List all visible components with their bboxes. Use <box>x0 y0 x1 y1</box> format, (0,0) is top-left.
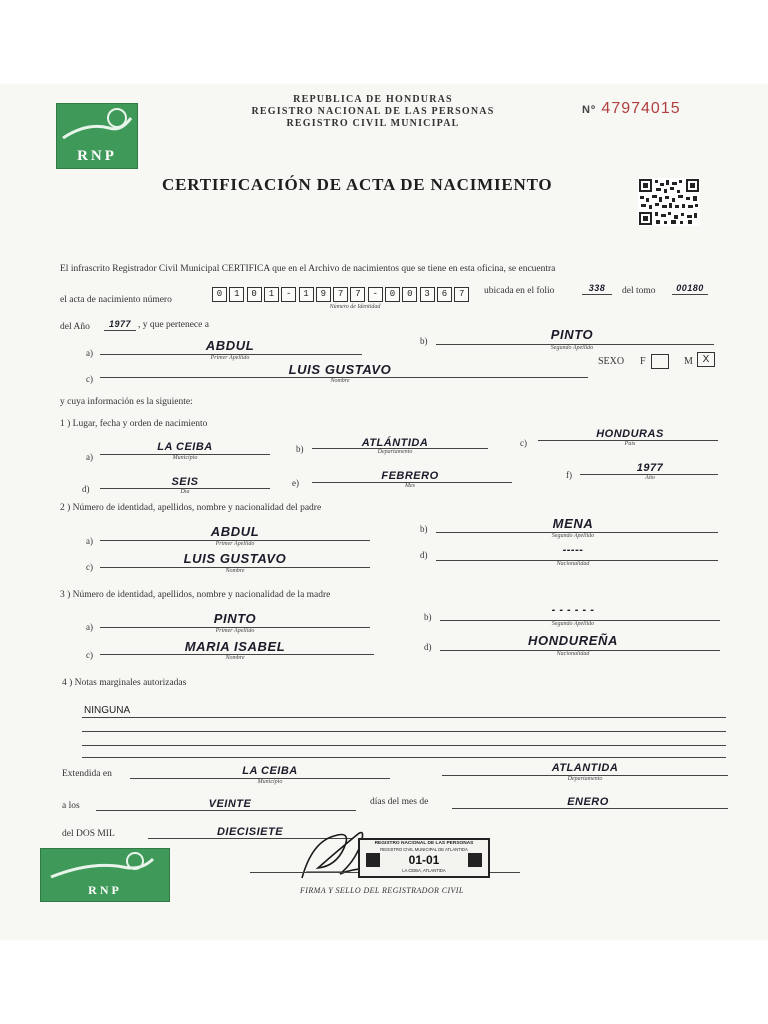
caption-issued-municipio: Municipio <box>257 779 283 785</box>
s1-label-b: b) <box>296 444 304 454</box>
s1-label-c: c) <box>520 438 527 448</box>
pertenece-label: , y que pertenece a <box>138 320 209 330</box>
sexo-label: SEXO <box>598 356 625 367</box>
caption-municipio: Municipio <box>172 455 198 461</box>
serial-prefix: Nº <box>582 104 596 116</box>
caption-name: Nombre <box>330 378 350 384</box>
birth-municipio: LA CEIBA <box>157 441 213 453</box>
id-char-box: 3 <box>420 287 435 302</box>
year-value: 1977 <box>108 319 132 329</box>
id-char-box: 9 <box>316 287 331 302</box>
label-b: b) <box>420 336 428 346</box>
extendida-label: Extendida en <box>62 769 112 779</box>
caption-mother-second-surname: Segundo Apellido <box>551 621 595 627</box>
sexo-f-label: F <box>640 356 646 367</box>
mother-first-surname: PINTO <box>213 611 257 626</box>
person-first-surname: ABDUL <box>205 338 255 353</box>
id-char-box: 0 <box>402 287 417 302</box>
caption-dia: Día <box>180 489 190 495</box>
issued-municipio: LA CEIBA <box>242 765 298 777</box>
document-title: CERTIFICACIÓN DE ACTA DE NACIMIENTO <box>162 175 553 194</box>
id-char-box: 6 <box>437 287 452 302</box>
id-char-box: 1 <box>229 287 244 302</box>
caption-father-nationality: Nacionalidad <box>556 561 590 567</box>
caption-mes: Mes <box>405 483 415 489</box>
folio-label: ubicada en el folio <box>484 286 555 296</box>
caption-first-surname: Primer Apellido <box>210 355 250 361</box>
s2-label-c: c) <box>86 562 93 572</box>
id-char-box: 1 <box>299 287 314 302</box>
rnp-emblem-icon <box>41 849 169 883</box>
tomo-label: del tomo <box>622 286 656 296</box>
id-char-box: 1 <box>264 287 279 302</box>
father-second-surname: MENA <box>552 516 594 531</box>
caption-father-second-surname: Segundo Apellido <box>551 533 595 539</box>
father-name: LUIS GUSTAVO <box>183 551 287 566</box>
sexo-m-label: M <box>684 356 693 367</box>
s3-label-c: c) <box>86 650 93 660</box>
birth-departamento: ATLÁNTIDA <box>361 437 429 449</box>
registry-stamp <box>358 838 490 878</box>
serial-value: 47974015 <box>601 100 681 117</box>
acta-label: el acta de nacimiento número <box>60 295 172 305</box>
caption-anio: Año <box>645 475 655 481</box>
header-registry: REGISTRO NACIONAL DE LAS PERSONAS <box>251 106 495 117</box>
section1-heading: 1 ) Lugar, fecha y orden de nacimiento <box>60 419 208 429</box>
s2-label-d: d) <box>420 550 428 560</box>
header-republic: REPUBLICA DE HONDURAS <box>293 94 453 105</box>
s3-label-a: a) <box>86 622 93 632</box>
serial-number <box>582 100 681 118</box>
mother-nationality: HONDUREÑA <box>528 633 618 648</box>
marginal-notes-value: NINGUNA <box>84 705 131 716</box>
s1-label-a: a) <box>86 452 93 462</box>
caption-issued-departamento: Departamento <box>567 776 603 782</box>
caption-mother-first-surname: Primer Apellido <box>215 628 255 634</box>
father-nationality: ----- <box>562 544 584 556</box>
id-char-box: - <box>281 287 296 302</box>
header-civil: REGISTRO CIVIL MUNICIPAL <box>286 118 460 129</box>
section4-heading: 4 ) Notas marginales autorizadas <box>62 678 187 688</box>
sexo-m-checkbox[interactable]: X <box>697 352 715 367</box>
issued-anio: DIECISIETE <box>216 826 284 838</box>
id-char-box: 0 <box>212 287 227 302</box>
section2-heading: 2 ) Número de identidad, apellidos, nombre y nacionalidad del padre <box>60 503 322 513</box>
s2-label-b: b) <box>420 524 428 534</box>
stamp-line1: REGISTRO NACIONAL DE LAS PERSONAS <box>374 841 474 846</box>
logo-footer-text: RNP <box>88 883 122 897</box>
caption-departamento: Departamento <box>377 449 413 455</box>
year-label: del Año <box>60 322 90 332</box>
stamp-line2: REGISTRO CIVIL MUNICIPAL DE ATLANTIDA <box>380 847 468 852</box>
logo-text: RNP <box>77 148 117 164</box>
dias-label: días del mes de <box>370 797 429 807</box>
issued-mes: ENERO <box>567 796 609 808</box>
birth-pais: HONDURAS <box>596 428 664 440</box>
mother-second-surname: - - - - - - <box>551 604 595 616</box>
caption-second-surname: Segundo Apellido <box>550 345 594 351</box>
birth-mes: FEBRERO <box>381 470 439 482</box>
father-first-surname: ABDUL <box>210 524 260 539</box>
caption-mother-nationality: Nacionalidad <box>556 651 590 657</box>
a-los-label: a los <box>62 801 80 811</box>
info-intro: y cuya información es la siguiente: <box>60 397 193 407</box>
caption-father-name: Nombre <box>225 568 245 574</box>
id-char-box: 0 <box>385 287 400 302</box>
mother-name: MARIA ISABEL <box>184 639 286 654</box>
s1-label-e: e) <box>292 478 299 488</box>
folio-value: 338 <box>588 283 606 293</box>
birth-dia: SEIS <box>171 476 199 488</box>
stamp-line3: LA CEIBA, ATLANTIDA <box>402 868 446 873</box>
caption-mother-name: Nombre <box>225 655 245 661</box>
rnp-logo-footer <box>40 848 170 902</box>
birth-anio: 1977 <box>636 462 664 474</box>
rnp-logo <box>56 103 138 169</box>
s3-label-b: b) <box>424 612 432 622</box>
sexo-f-checkbox[interactable] <box>651 354 669 369</box>
issued-dias: VEINTE <box>208 798 252 810</box>
label-a: a) <box>86 348 93 358</box>
caption-pais: País <box>624 441 636 447</box>
label-c: c) <box>86 374 93 384</box>
id-caption: Número de Identidad <box>329 304 381 310</box>
caption-father-first-surname: Primer Apellido <box>215 541 255 547</box>
id-char-box: 7 <box>333 287 348 302</box>
tomo-value: 00180 <box>676 283 704 293</box>
id-char-box: - <box>368 287 383 302</box>
rnp-emblem-icon <box>57 104 137 148</box>
anio-label: del DOS MIL <box>62 829 115 839</box>
s1-label-f: f) <box>566 470 572 480</box>
id-char-box: 0 <box>247 287 262 302</box>
person-name: LUIS GUSTAVO <box>288 362 392 377</box>
id-char-box: 7 <box>350 287 365 302</box>
s3-label-d: d) <box>424 642 432 652</box>
issued-departamento: ATLANTIDA <box>551 762 619 774</box>
s1-label-d: d) <box>82 484 90 494</box>
section3-heading: 3 ) Número de identidad, apellidos, nombre y nacionalidad de la madre <box>60 590 331 600</box>
person-second-surname: PINTO <box>550 327 594 342</box>
stamp-code: 01-01 <box>408 853 440 867</box>
qr-code-icon <box>638 178 700 226</box>
id-char-box: 7 <box>454 287 469 302</box>
signature-caption: FIRMA Y SELLO DEL REGISTRADOR CIVIL <box>300 886 464 895</box>
intro-line: El infrascrito Registrador Civil Municipal CERTIFICA que en el Archivo de nacimientos que se tiene en esta oficina, se encuentra <box>60 264 556 274</box>
s2-label-a: a) <box>86 536 93 546</box>
